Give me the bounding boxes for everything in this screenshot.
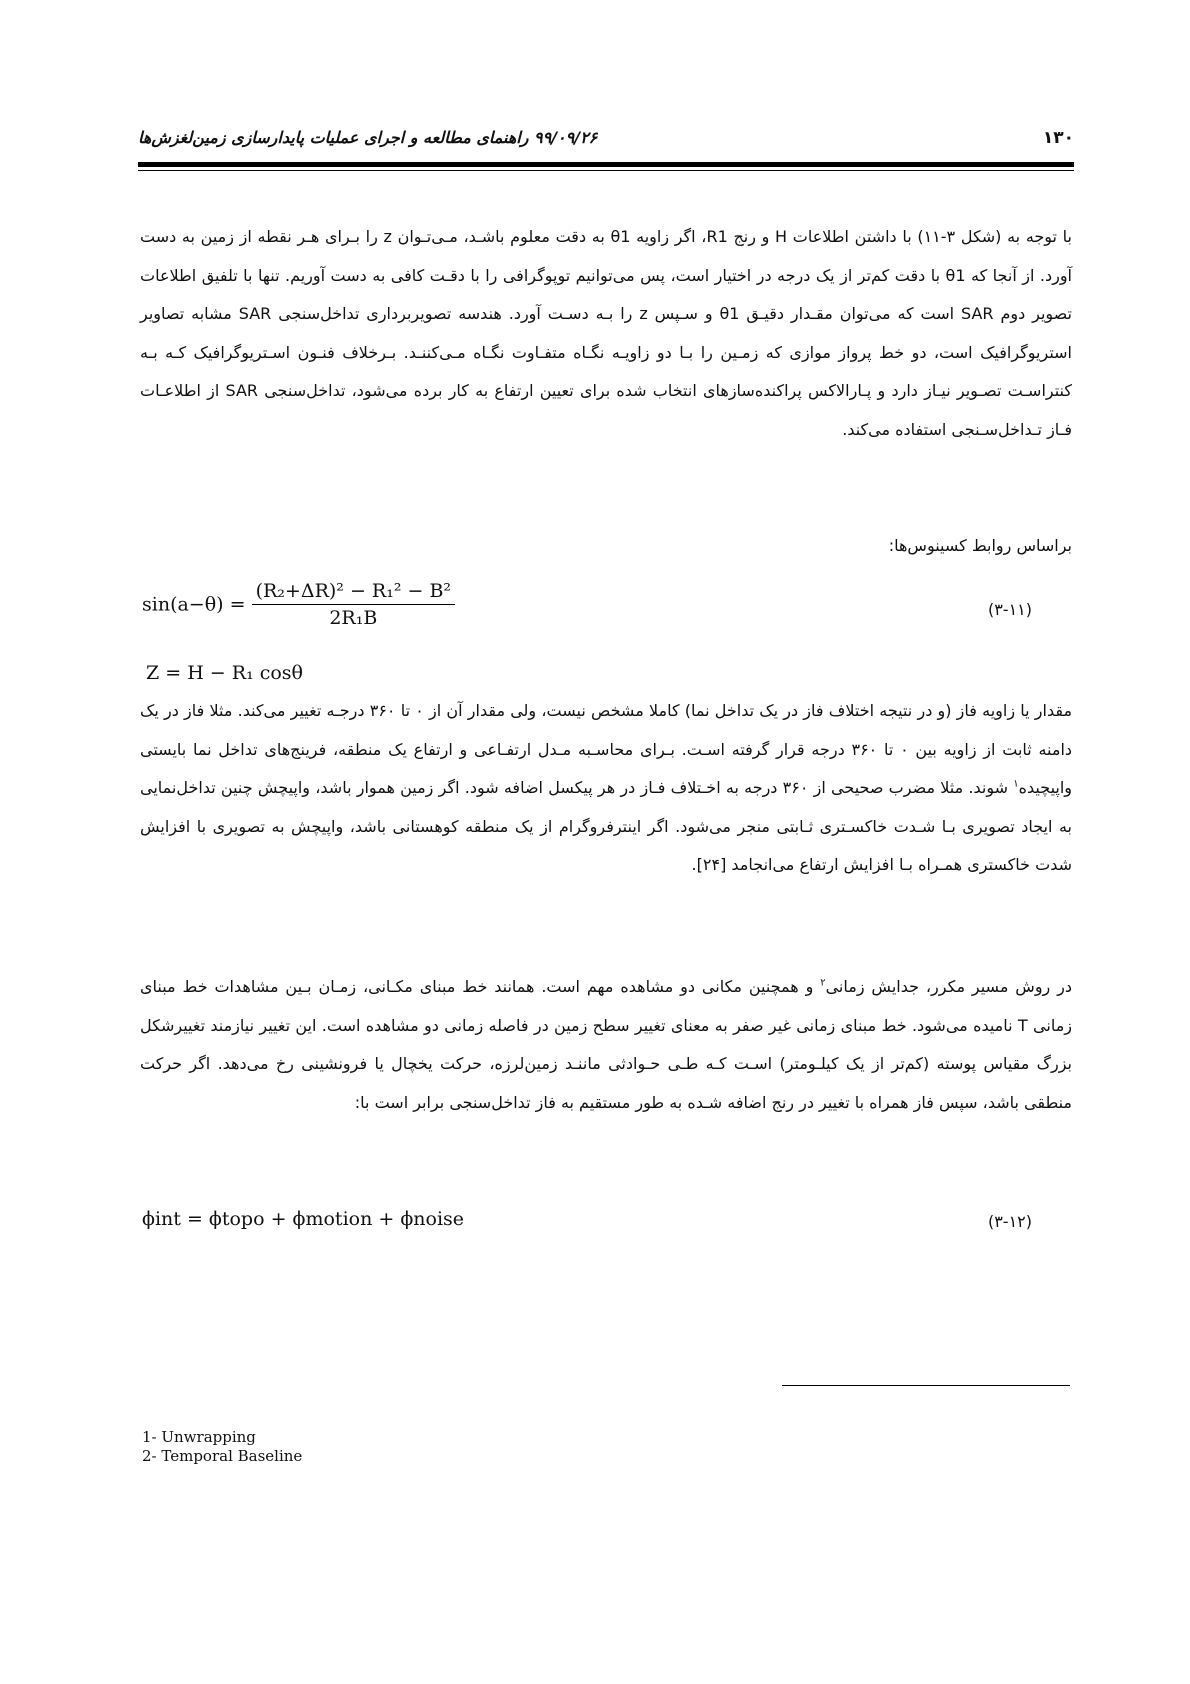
header-rule-thin	[138, 170, 1074, 171]
equation-3: ϕint = ϕtopo + ϕmotion + ϕnoise	[142, 1208, 465, 1230]
paragraph-4	[140, 968, 1072, 1122]
paragraph-3-part-b: شوند. مثلا مضرب صحیحی از ۳۶۰ درجه به اخـتلاف فـاز در هر پیکسل اضافه شود. اگر زمین هموار باشد، واپیچش چنین تداخل‌نمایی به ایجاد تصویری بـا شـدت خاکسـتری ثـابتی منجر می‌شود. اگر اینترفروگرام از یک منطقه کوهستانی باشد، واپیچش به تصویری با افزایش شدت خاکستری همـراه بـا افزایش ارتفاع می‌انجامد [۲۴].	[140, 778, 1072, 874]
running-title: ۹۹/۰۹/۲۶ راهنمای مطالعه و اجرای عملیات پایدارسازی زمین‌لغزش‌ها	[138, 128, 598, 147]
paragraph-3	[140, 692, 1072, 885]
equation-1-denominator: 2R₁B	[329, 607, 378, 629]
footnote-marker-2: ۲	[820, 977, 826, 989]
footnotes	[142, 1428, 302, 1466]
equation-1-lhs: sin(a−θ) =	[142, 593, 246, 616]
equation-1-fraction	[252, 580, 455, 629]
footnote-1: 1- Unwrapping	[142, 1428, 256, 1446]
equation-1-numerator: (R₂+ΔR)² − R₁² − B²	[252, 580, 455, 605]
paragraph-4-part-b: و همچنین مکانی دو مشاهده مهم است. همانند خط مبنای مکـانی، زمـان بـین مشاهدات خط مبنای زمانی T نامیده می‌شود. خط مبنای زمانی غیر صفر به معنای تغییر سطح زمین در فاصله زمانی دو مشاهده است. این تغییر نیازمند تغییرشکل بزرگ مقیاس پوسته (کم‌تر از یک کیلـومتر) اسـت کـه طـی حـوادثی ماننـد زمین‌لرزه، حرکت یخچال یا فرونشینی رخ می‌دهد. اگر حرکت منطقی باشد، سپس فاز همراه با تغییر در رنج اضافه شـده به طور مستقیم به فاز تداخل‌سنجی برابر است با:	[140, 977, 1072, 1112]
paragraph-4-part-a: در روش مسیر مکرر، جدایش زمانی	[825, 977, 1072, 996]
equation-2: Z = H − R₁ cosθ	[146, 662, 304, 684]
page-number: ۱۳۰	[1042, 128, 1074, 148]
equation-1	[142, 580, 455, 629]
footnote-marker-1: ۱	[1013, 778, 1019, 790]
header-rule	[138, 162, 1074, 167]
footnote-rule	[782, 1385, 1070, 1386]
equation-3-number: (۳-۱۲)	[987, 1212, 1033, 1231]
equation-1-number: (۳-۱۱)	[987, 600, 1033, 619]
paragraph-2: براساس روابط کسینوس‌ها:	[888, 536, 1072, 555]
footnote-2: 2- Temporal Baseline	[142, 1447, 303, 1465]
paragraph-1: با توجه به (شکل ۳-۱۱) با داشتن اطلاعات H و رنج R1، اگر زاویه θ1 به دقت معلوم باشـد، مـی‌تـوان z را بـرای هـر نقطه از زمین به دست آورد. از آنجا که θ1 با دقت کم‌تر از یک درجه در اختیار است، پس می‌توانیم توپوگرافی را با دقـت کافی به دست آوریم. تنها با تلفیق اطلاعات تصویر دوم SAR است که می‌توان مقـدار دقیـق θ1 و سـپس z را بـه دسـت آورد. هندسه تصویربرداری تداخل‌سنجی SAR مشابه تصاویر استریوگرافیک است، دو خط پرواز موازی که زمـین را بـا دو زاویـه نگـاه متفـاوت نگـاه مـی‌کننـد. بـرخلاف فنـون اسـتریوگرافیک کـه بـه کنتراسـت تصـویر نیـاز دارد و پـارالاکس پراکنده‌سازهای انتخاب شده برای تعیین ارتفاع به کار برده می‌شود، تداخل‌سنجی SAR از اطلاعـات فـاز تـداخل‌سـنجی استفاده می‌کند.	[140, 227, 1073, 439]
paragraph-3-part-a: مقدار یا زاویه فاز (و در نتیجه اختلاف فاز در یک تداخل نما) کاملا مشخص نیست، ولی مقدار آن از ۰ تا ۳۶۰ درجـه تغییر می‌کند. مثلا فاز در یک دامنه ثابت از زاویه بین ۰ تا ۳۶۰ درجه قرار گرفته اسـت. بـرای محاسـبه مـدل ارتفـاعی و ارتفاع یک منطقه، فرینج‌های تداخل نما بایستی واپیچیده	[140, 701, 1073, 797]
